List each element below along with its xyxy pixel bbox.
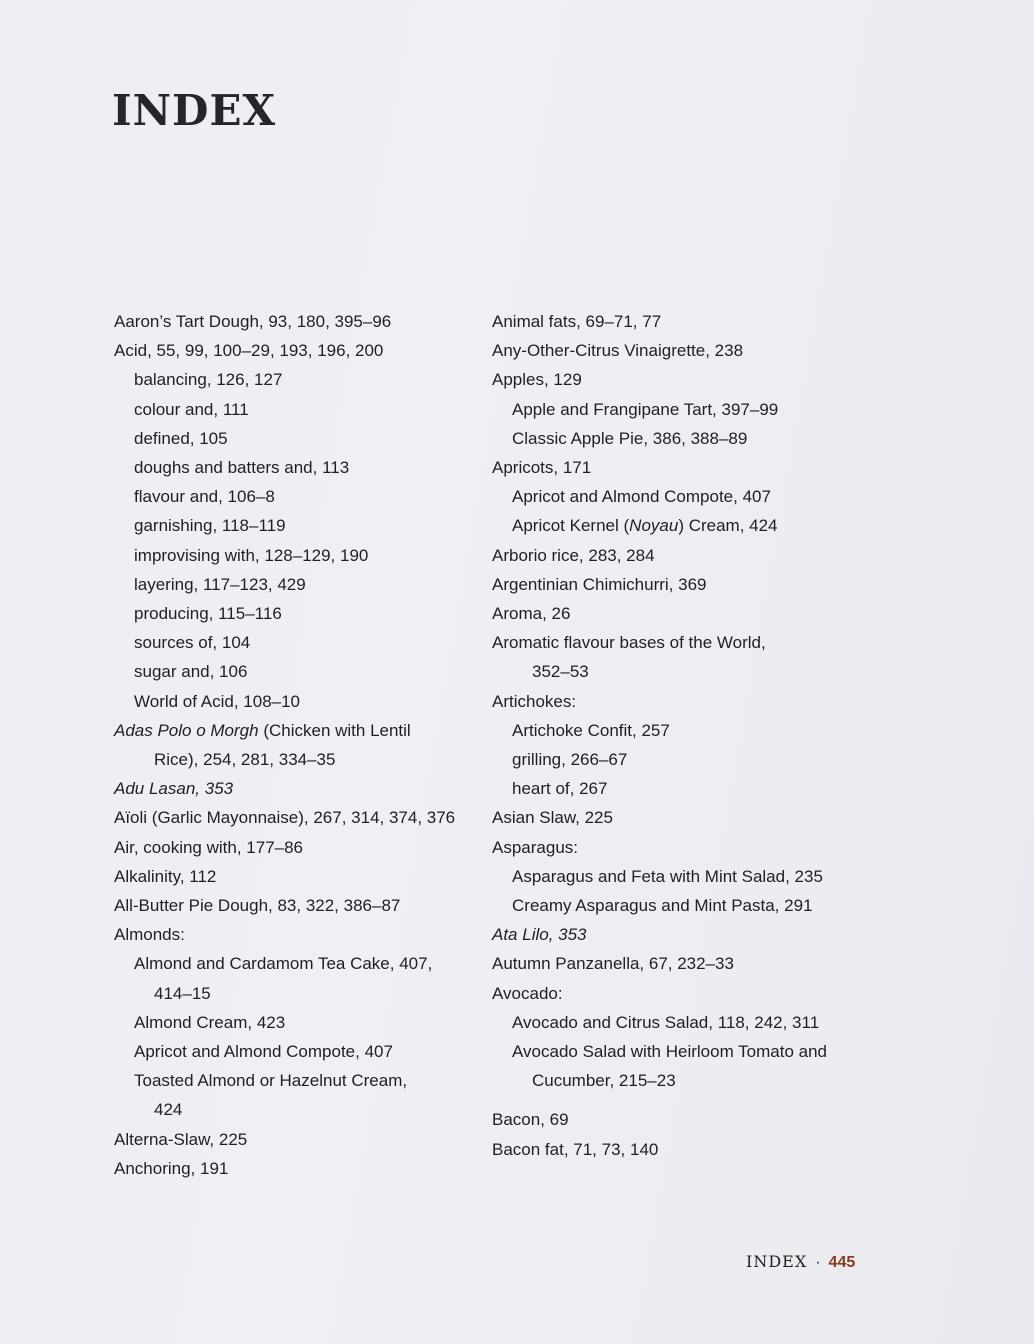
index-column-left <box>114 307 484 1183</box>
page-number: 445 <box>828 1254 856 1271</box>
footer-section-label: INDEX <box>746 1252 808 1271</box>
index-entry: Aaron’s Tart Dough, 93, 180, 395–96 <box>114 312 392 331</box>
index-entry: All-Butter Pie Dough, 83, 322, 386–87 <box>114 896 401 916</box>
index-subentry: Toasted Almond or Hazelnut Cream, <box>134 1071 408 1091</box>
index-subentry: 414–15 <box>154 983 211 1003</box>
page-footer <box>746 1252 855 1272</box>
index-subentry: sources of, 104 <box>134 633 251 653</box>
index-entry: Bacon fat, 71, 73, 140 <box>492 1139 659 1159</box>
index-subentry: Almond Cream, 423 <box>134 1012 286 1032</box>
index-entry: Arborio rice, 283, 284 <box>492 545 655 565</box>
index-entry: Aromatic flavour bases of the World, <box>492 633 766 653</box>
index-subentry: layering, 117–123, 429 <box>134 574 306 594</box>
index-subentry: doughs and batters and, 113 <box>134 458 350 478</box>
footer-separator: · <box>815 1254 821 1271</box>
index-subentry: Creamy Asparagus and Mint Pasta, 291 <box>512 896 813 916</box>
index-entry: Artichokes: <box>492 691 577 711</box>
index-entry: Any-Other-Citrus Vinaigrette, 238 <box>492 341 744 361</box>
index-entry: Alkalinity, 112 <box>114 866 217 886</box>
index-subentry: Apricot Kernel (Noyau) Cream, 424 <box>512 516 778 536</box>
index-entry: Air, cooking with, 177–86 <box>114 837 304 857</box>
index-subentry: Almond and Cardamom Tea Cake, 407, <box>134 954 433 974</box>
index-entry: Alterna-Slaw, 225 <box>114 1129 248 1149</box>
index-entry: Asian Slaw, 225 <box>492 808 613 828</box>
index-subentry: garnishing, 118–119 <box>134 516 286 536</box>
index-subentry: defined, 105 <box>134 428 228 448</box>
index-entry: Aroma, 26 <box>492 604 571 624</box>
index-subentry: sugar and, 106 <box>134 662 248 682</box>
index-subentry: Asparagus and Feta with Mint Salad, 235 <box>512 866 823 886</box>
index-subentry: producing, 115–116 <box>134 604 282 624</box>
index-entry: Acid, 55, 99, 100–29, 193, 196, 200 <box>114 341 384 361</box>
index-subentry: Apricot and Almond Compote, 407 <box>134 1042 393 1062</box>
index-subentry: Apricot and Almond Compote, 407 <box>512 487 771 507</box>
page-title: INDEX <box>112 86 277 135</box>
index-entry: Aïoli (Garlic Mayonnaise), 267, 314, 374, 376 <box>114 808 456 828</box>
index-column-right <box>492 307 862 1164</box>
index-subentry: flavour and, 106–8 <box>134 487 275 507</box>
index-subentry: balancing, 126, 127 <box>134 370 283 390</box>
index-entry: Apricots, 171 <box>492 458 592 478</box>
index-entry: Ata Lilo, 353 <box>492 925 587 945</box>
index-subentry: 352–53 <box>532 662 589 682</box>
index-entry: Asparagus: <box>492 837 578 857</box>
index-subentry: heart of, 267 <box>512 779 608 799</box>
index-subentry: Avocado Salad with Heirloom Tomato and <box>512 1042 827 1062</box>
index-subentry: World of Acid, 108–10 <box>134 691 301 711</box>
index-entry: Bacon, 69 <box>492 1110 569 1130</box>
index-subentry: grilling, 266–67 <box>512 750 628 770</box>
index-entry: Almonds: <box>114 925 185 945</box>
index-subentry: Apple and Frangipane Tart, 397–99 <box>512 399 779 419</box>
letter-group-gap <box>492 1095 862 1105</box>
index-subentry: Artichoke Confit, 257 <box>512 720 670 740</box>
index-subentry: Classic Apple Pie, 386, 388–89 <box>512 428 748 448</box>
index-entry: Argentinian Chimichurri, 369 <box>492 574 707 594</box>
index-entry: Anchoring, 191 <box>114 1158 229 1178</box>
index-subentry: improvising with, 128–129, 190 <box>134 545 369 565</box>
index-entry: Animal fats, 69–71, 77 <box>492 312 662 331</box>
index-entry: Avocado: <box>492 983 563 1003</box>
index-subentry: Cucumber, 215–23 <box>532 1071 676 1091</box>
index-entry: Apples, 129 <box>492 370 582 390</box>
index-entry: Adas Polo o Morgh (Chicken with Lentil <box>114 720 411 740</box>
index-subentry: 424 <box>154 1100 183 1120</box>
index-subentry: Rice), 254, 281, 334–35 <box>154 750 336 770</box>
index-subentry: colour and, 111 <box>134 399 249 419</box>
index-entry: Adu Lasan, 353 <box>114 779 234 799</box>
index-entry: Autumn Panzanella, 67, 232–33 <box>492 954 734 974</box>
index-subentry: Avocado and Citrus Salad, 118, 242, 311 <box>512 1012 820 1032</box>
